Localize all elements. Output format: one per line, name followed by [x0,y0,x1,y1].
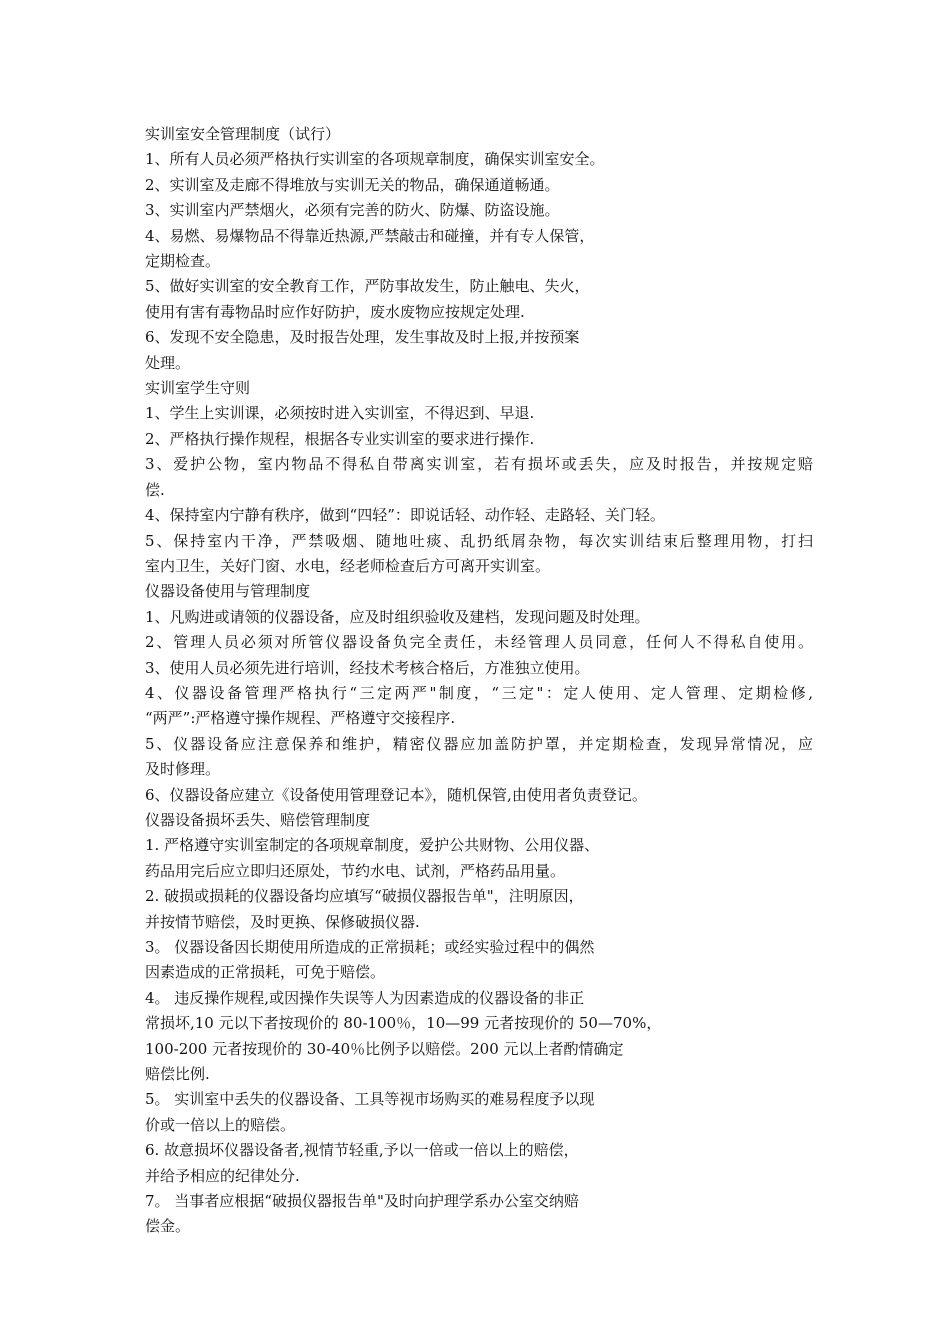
paragraph-line: 6. 故意损坏仪器设备者,视情节轻重,予以一倍或一倍以上的赔偿， [145,1141,579,1160]
paragraph-line: 5、保持室内干净，严禁吸烟、随地吐痰、乱扔纸屑杂物，每次实训结束后整理用物，打扫 [145,531,813,550]
paragraph-line: 常损坏,10 元以下者按现价的 80-100％，10—99 元者按现价的 50—70%， [145,1014,662,1033]
paragraph-line: “两严”:严格遵守操作规程、严格遵守交接程序. [145,709,456,728]
paragraph-line: 5。 实训室中丢失的仪器设备、工具等视市场购买的难易程度予以现 [145,1090,595,1109]
paragraph-line: 1、学生上实训课，必须按时进入实训室，不得迟到、早退. [145,404,535,423]
section-title-safety: 实训室安全管理制度（试行） [145,125,341,143]
paragraph-line: 3、实训室内严禁烟火，必须有完善的防火、防爆、防盗设施。 [145,201,560,220]
paragraph-line: 因素造成的正常损耗，可免于赔偿。 [145,963,386,982]
paragraph-line: 4、易燃、易爆物品不得靠近热源,严禁敲击和碰撞，并有专人保管， [145,226,595,245]
paragraph-line: 2、管理人员必须对所管仪器设备负完全责任，未经管理人员同意，任何人不得私自使用。 [145,633,813,652]
paragraph-line: 4。 违反操作规程,或因操作失误等人为因素造成的仪器设备的非正 [145,988,585,1007]
paragraph-line: 并按情节赔偿，及时更换、保修破损仪器. [145,912,420,931]
paragraph-line: 6、发现不安全隐患，及时报告处理，发生事故及时上报,并按预案 [145,328,580,347]
paragraph-line: 3。 仪器设备因长期使用所造成的正常损耗；或经实验过程中的偶然 [145,938,595,956]
paragraph-line: 定期检查。 [145,252,221,271]
paragraph-line: 5、仪器设备应注意保养和维护，精密仪器应加盖防护罩，并定期检查，发现异常情况，应 [145,734,813,753]
section-title-student-rules: 实训室学生守则 [145,379,251,398]
paragraph-line: 5、做好实训室的安全教育工作，严防事故发生，防止触电、失火， [145,277,590,296]
paragraph-line: 6、仪器设备应建立《设备使用管理登记本》，随机保管,由使用者负责登记。 [145,785,647,804]
paragraph-line: 7。 当事者应根据“破损仪器报告单"及时向护理学系办公室交纳赔 [145,1192,579,1211]
paragraph-line: 1、凡购进或请领的仪器设备，应及时组织验收及建档，发现问题及时处理。 [145,607,650,626]
paragraph-line: 3、使用人员必须先进行培训，经技术考核合格后，方准独立使用。 [145,658,590,677]
paragraph-line: 偿. [145,480,165,499]
paragraph-line: 1、所有人员必须严格执行实训室的各项规章制度，确保实训室安全。 [145,150,605,169]
paragraph-line: 处理。 [145,353,191,372]
paragraph-line: 100-200 元者按现价的 30-40％比例予以赔偿。200 元以上者酌情确定 [145,1039,624,1058]
paragraph-line: 4、仪器设备管理严格执行“三定两严"制度，“三定"：定人使用、定人管理、定期检修, [145,683,813,702]
paragraph-line: 2、实训室及走廊不得堆放与实训无关的物品，确保通道畅通。 [145,175,560,194]
paragraph-line: 3、爱护公物，室内物品不得私自带离实训室，若有损坏或丢失，应及时报告，并按规定赔 [145,455,813,474]
document-body [145,122,813,1240]
paragraph-line: 偿金。 [145,1217,191,1236]
paragraph-line: 及时修理。 [145,760,221,779]
paragraph-line: 2、严格执行操作规程，根据各专业实训室的要求进行操作. [145,429,535,448]
paragraph-line: 价或一倍以上的赔偿。 [145,1115,296,1134]
paragraph-line: 2. 破损或损耗的仪器设备均应填写“破损仪器报告单"，注明原因， [145,887,584,906]
paragraph-line: 1. 严格遵守实训室制定的各项规章制度，爱护公共财物、公用仪器、 [145,836,600,855]
paragraph-line: 4、保持室内宁静有秩序，做到“四轻”：即说话轻、动作轻、走路轻、关门轻。 [145,506,665,525]
paragraph-line: 药品用完后应立即归还原处，节约水电、试剂，严格药品用量。 [145,861,566,880]
paragraph-line: 使用有害有毒物品时应作好防护，废水废物应按规定处理. [145,302,525,321]
section-title-damage-compensation: 仪器设备损坏丢失、赔偿管理制度 [145,810,371,829]
paragraph-line: 赔偿比例. [145,1065,210,1084]
paragraph-line: 室内卫生，关好门窗、水电，经老师检查后方可离开实训室。 [145,556,551,575]
section-title-equipment-management: 仪器设备使用与管理制度 [145,582,311,601]
paragraph-line: 并给予相应的纪律处分. [145,1166,300,1185]
